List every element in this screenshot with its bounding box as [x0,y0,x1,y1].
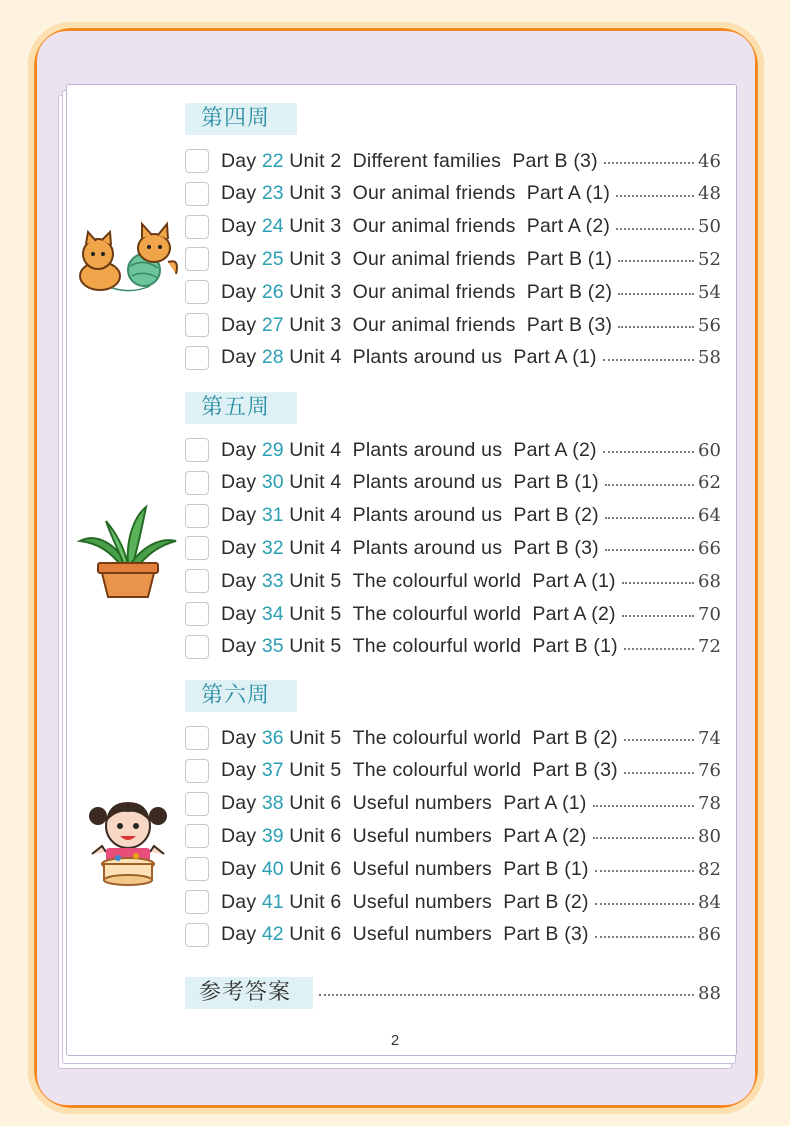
contents-row[interactable] [185,565,720,597]
day-label: Day [221,313,257,336]
part-label: Part A (1) [532,569,616,592]
unit-topic: Plants around us [352,471,503,494]
page-ref: 80 [698,825,721,847]
page-number: 2 [390,1032,400,1049]
leader-dots [595,936,694,938]
leader-dots [603,451,694,453]
progress-checkbox[interactable] [185,149,209,173]
part-label: Part A (1) [526,182,611,205]
day-label: Day [221,471,257,494]
unit-topic: Useful numbers [352,824,492,847]
page-ref: 70 [698,603,721,625]
day-label: Day [221,149,257,172]
page-ref: 66 [698,537,721,559]
unit-label: Unit 6 [289,824,342,847]
unit-topic: The colourful world [352,602,522,625]
leader-dots [595,870,694,872]
unit-topic: Useful numbers [352,890,492,913]
contents-row[interactable] [185,722,720,754]
leader-dots [618,293,694,295]
potted-plant-icon [76,503,180,601]
page-ref: 86 [698,924,721,946]
progress-checkbox[interactable] [185,635,209,659]
unit-topic: Useful numbers [352,923,492,946]
leader-dots [618,260,694,262]
progress-checkbox[interactable] [185,346,209,370]
unit-topic: Plants around us [352,504,503,527]
progress-checkbox[interactable] [185,182,209,206]
leader-dots [605,517,694,519]
progress-checkbox[interactable] [185,215,209,239]
contents-row[interactable] [185,211,720,243]
contents-row[interactable] [185,500,720,532]
unit-topic: Useful numbers [352,857,492,880]
day-label: Day [221,759,257,782]
day-label: Day [221,890,257,913]
leader-dots [624,739,694,741]
unit-topic: Our animal friends [352,247,516,270]
day-number: 25 [261,247,284,270]
day-number: 31 [261,504,284,527]
page-ref: 46 [698,150,721,172]
day-label: Day [221,280,257,303]
progress-checkbox[interactable] [185,857,209,881]
progress-checkbox[interactable] [185,280,209,304]
day-number: 29 [261,438,284,461]
leader-dots [622,582,694,584]
day-number: 38 [261,792,284,815]
unit-topic: Our animal friends [352,215,516,238]
unit-label: Unit 3 [289,247,342,270]
day-number: 24 [261,215,284,238]
day-label: Day [221,215,257,238]
part-label: Part B (3) [503,923,589,946]
leader-dots [622,615,694,617]
leader-dots [616,195,694,197]
day-number: 37 [261,759,284,782]
day-label: Day [221,726,257,749]
answers-page: 88 [698,982,721,1004]
unit-topic: The colourful world [352,635,522,658]
progress-checkbox[interactable] [185,792,209,816]
part-label: Part B (1) [503,857,589,880]
progress-checkbox[interactable] [185,471,209,495]
unit-label: Unit 6 [289,890,342,913]
unit-label: Unit 6 [289,857,342,880]
page-ref: 84 [698,891,721,913]
day-number: 41 [261,890,284,913]
page-ref: 54 [698,281,721,303]
unit-label: Unit 2 [289,149,342,172]
page-ref: 82 [698,858,721,880]
page-ref: 76 [698,760,721,782]
day-number: 36 [261,726,284,749]
contents-row[interactable] [185,276,720,308]
day-label: Day [221,247,257,270]
leader-dots [595,903,694,905]
progress-checkbox[interactable] [185,504,209,528]
leader-dots [618,326,694,328]
unit-topic: The colourful world [352,726,522,749]
unit-label: Unit 4 [289,471,342,494]
kittens-with-yarn-icon [72,218,182,298]
leader-dots [603,359,694,361]
day-number: 22 [261,149,284,172]
unit-label: Unit 4 [289,438,342,461]
progress-checkbox[interactable] [185,726,209,750]
day-label: Day [221,792,257,815]
unit-label: Unit 5 [289,726,342,749]
leader-dots [593,805,694,807]
progress-checkbox[interactable] [185,824,209,848]
unit-topic: Plants around us [352,346,503,369]
contents-row[interactable] [185,342,720,374]
week-6-header: 第六周 [185,680,297,712]
page-ref: 48 [698,183,721,205]
page-ref: 72 [698,636,721,658]
leader-dots [605,484,694,486]
week-5-header: 第五周 [185,392,297,424]
contents-row[interactable] [185,886,720,918]
unit-label: Unit 4 [289,536,342,559]
part-label: Part B (3) [526,313,613,336]
page-ref: 58 [698,347,721,369]
contents-row[interactable] [185,820,720,852]
day-number: 32 [261,536,284,559]
day-label: Day [221,182,257,205]
day-label: Day [221,635,257,658]
unit-label: Unit 6 [289,792,342,815]
page-ref: 50 [698,216,721,238]
day-number: 23 [261,182,284,205]
leader-dots [593,837,694,839]
page-ref: 56 [698,314,721,336]
unit-topic: Our animal friends [352,182,516,205]
day-label: Day [221,923,257,946]
page-ref: 64 [698,505,721,527]
leader-dots [319,994,694,996]
progress-checkbox[interactable] [185,536,209,560]
day-label: Day [221,438,257,461]
day-label: Day [221,346,257,369]
part-label: Part B (2) [513,504,599,527]
unit-label: Unit 3 [289,280,342,303]
day-label: Day [221,536,257,559]
day-number: 34 [261,602,284,625]
progress-checkbox[interactable] [185,923,209,947]
unit-label: Unit 6 [289,923,342,946]
contents-row[interactable] [185,434,720,466]
unit-label: Unit 4 [289,504,342,527]
part-label: Part B (3) [513,536,599,559]
unit-label: Unit 5 [289,602,342,625]
part-label: Part A (2) [513,438,597,461]
contents-row[interactable] [185,788,720,820]
part-label: Part A (2) [503,824,587,847]
day-number: 40 [261,857,284,880]
day-label: Day [221,569,257,592]
progress-checkbox[interactable] [185,438,209,462]
contents-row[interactable] [185,919,720,951]
leader-dots [624,772,694,774]
day-label: Day [221,824,257,847]
part-label: Part B (1) [532,635,618,658]
day-label: Day [221,602,257,625]
day-number: 35 [261,635,284,658]
unit-topic: Plants around us [352,438,503,461]
contents-row[interactable] [185,853,720,885]
part-label: Part A (2) [526,215,611,238]
progress-checkbox[interactable] [185,602,209,626]
day-label: Day [221,857,257,880]
unit-topic: The colourful world [352,759,522,782]
part-label: Part B (2) [526,280,613,303]
page-ref: 78 [698,793,721,815]
day-number: 27 [261,313,284,336]
unit-topic: The colourful world [352,569,522,592]
unit-label: Unit 4 [289,346,342,369]
contents-row[interactable] [185,309,720,341]
contents-row[interactable] [185,598,720,630]
unit-topic: Different families [352,149,502,172]
part-label: Part A (1) [513,346,597,369]
unit-label: Unit 5 [289,759,342,782]
unit-label: Unit 5 [289,635,342,658]
unit-topic: Useful numbers [352,792,492,815]
contents-row[interactable] [185,178,720,210]
answers-label: 参考答案 [185,977,313,1009]
contents-row[interactable] [185,631,720,663]
leader-dots [604,162,694,164]
unit-label: Unit 3 [289,215,342,238]
page-ref: 60 [698,439,721,461]
unit-topic: Our animal friends [352,280,516,303]
leader-dots [624,648,694,650]
page-ref: 52 [698,248,721,270]
unit-topic: Our animal friends [352,313,516,336]
page-ref: 68 [698,570,721,592]
progress-checkbox[interactable] [185,569,209,593]
progress-checkbox[interactable] [185,890,209,914]
page-ref: 74 [698,727,721,749]
girl-with-cake-icon [86,792,170,888]
progress-checkbox[interactable] [185,247,209,271]
contents-row[interactable] [185,467,720,499]
day-number: 30 [261,471,284,494]
week-4-header: 第四周 [185,103,297,135]
unit-label: Unit 3 [289,182,342,205]
part-label: Part B (2) [503,890,589,913]
part-label: Part B (3) [532,759,618,782]
day-number: 26 [261,280,284,303]
contents-row[interactable] [185,145,720,177]
day-number: 42 [261,923,284,946]
day-number: 28 [261,346,284,369]
leader-dots [605,549,694,551]
contents-row[interactable] [185,243,720,275]
day-number: 39 [261,824,284,847]
unit-label: Unit 5 [289,569,342,592]
part-label: Part B (1) [513,471,599,494]
part-label: Part B (2) [532,726,618,749]
day-label: Day [221,504,257,527]
part-label: Part B (1) [526,247,613,270]
page-ref: 62 [698,472,721,494]
unit-label: Unit 3 [289,313,342,336]
unit-topic: Plants around us [352,536,503,559]
progress-checkbox[interactable] [185,313,209,337]
progress-checkbox[interactable] [185,759,209,783]
answers-entry[interactable] [313,977,720,1009]
part-label: Part A (2) [532,602,616,625]
part-label: Part B (3) [512,149,598,172]
contents-row[interactable] [185,755,720,787]
contents-row[interactable] [185,532,720,564]
part-label: Part A (1) [503,792,587,815]
leader-dots [616,228,694,230]
day-number: 33 [261,569,284,592]
